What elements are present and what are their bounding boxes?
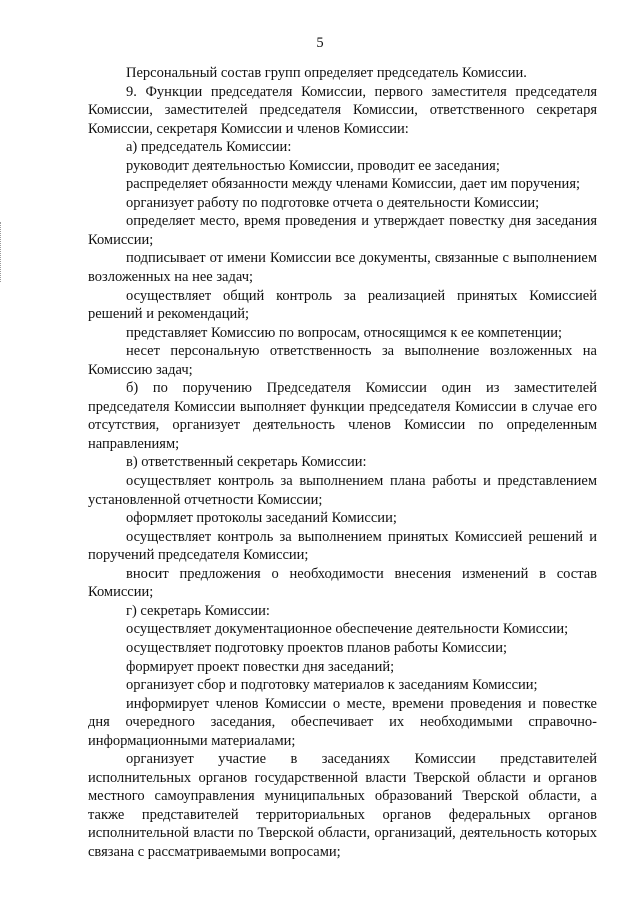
page-number: 5 [316,35,324,51]
paragraph: Персональный состав групп определяет председатель Комиссии. [126,65,527,81]
paragraph: подписывает от имени Комиссии все документы, связанные с выполнением возложенных на нее задач; [88,250,597,286]
document-body [88,64,597,862]
paragraph: осуществляет контроль за выполнением принятых Комиссией решений и поручений председателя Комиссии; [88,528,597,564]
paragraph: осуществляет контроль за выполнением плана работы и представлением установленной отчетности Комиссии; [88,473,597,508]
paragraph: формирует проект повестки дня заседаний; [126,658,395,675]
paragraph: несет персональную ответственность за выполнение возложенных на Комиссию задач; [88,343,597,378]
paragraph: осуществляет документационное обеспечение деятельности Комиссии; [126,621,569,638]
paragraph: осуществляет подготовку проектов планов работы Комиссии; [126,639,507,656]
paragraph: представляет Комиссию по вопросам, относящимся к ее компетенции; [126,324,563,341]
paragraph: 9. Функции председателя Комиссии, первого заместителя председателя Комиссии, заместителей председателя Комиссии, ответственного секретаря Комиссии, секретаря Комиссии и членов Комиссии: [88,83,597,137]
scan-edge-marks [0,222,4,282]
paragraph: определяет место, время проведения и утверждает повестку дня заседания Комиссии; [88,213,597,248]
paragraph: организует сбор и подготовку материалов к заседаниям Комиссии; [126,677,538,694]
paragraph: информирует членов Комиссии о месте, времени проведения и повестке дня очередного заседания, обеспечивает их необходимыми справочно-информационными материалами; [88,695,597,749]
paragraph: г) секретарь Комиссии: [126,602,270,619]
paragraph: руководит деятельностью Комиссии, проводит ее заседания; [126,157,500,174]
paragraph: оформляет протоколы заседаний Комиссии; [126,510,397,527]
paragraph: а) председатель Комиссии: [126,139,292,156]
paragraph: организует работу по подготовке отчета о деятельности Комиссии; [126,194,540,211]
paragraph: в) ответственный секретарь Комиссии: [126,454,367,471]
paragraph: вносит предложения о необходимости внесения изменений в состав Комиссии; [88,565,597,601]
paragraph: осуществляет общий контроль за реализацией принятых Комиссией решений и рекомендаций; [88,287,597,323]
paragraph: б) по поручению Председателя Комиссии один из заместителей председателя Комиссии выполняет функции председателя Комиссии в случае его отсутствия, организует деятельность членов Комиссии по определенным направлениям; [88,380,597,452]
paragraph: распределяет обязанности между членами Комиссии, дает им поручения; [126,176,581,193]
paragraph: организует участие в заседаниях Комиссии представителей исполнительных органов государственной власти Тверской области и органов местного самоуправления муниципальных образований Тверской области, а также представителей территориальных органов федеральных органов исполнительной власти по Тверской области, организаций, деятельность которых связана с рассматриваемыми вопросами; [88,751,597,860]
